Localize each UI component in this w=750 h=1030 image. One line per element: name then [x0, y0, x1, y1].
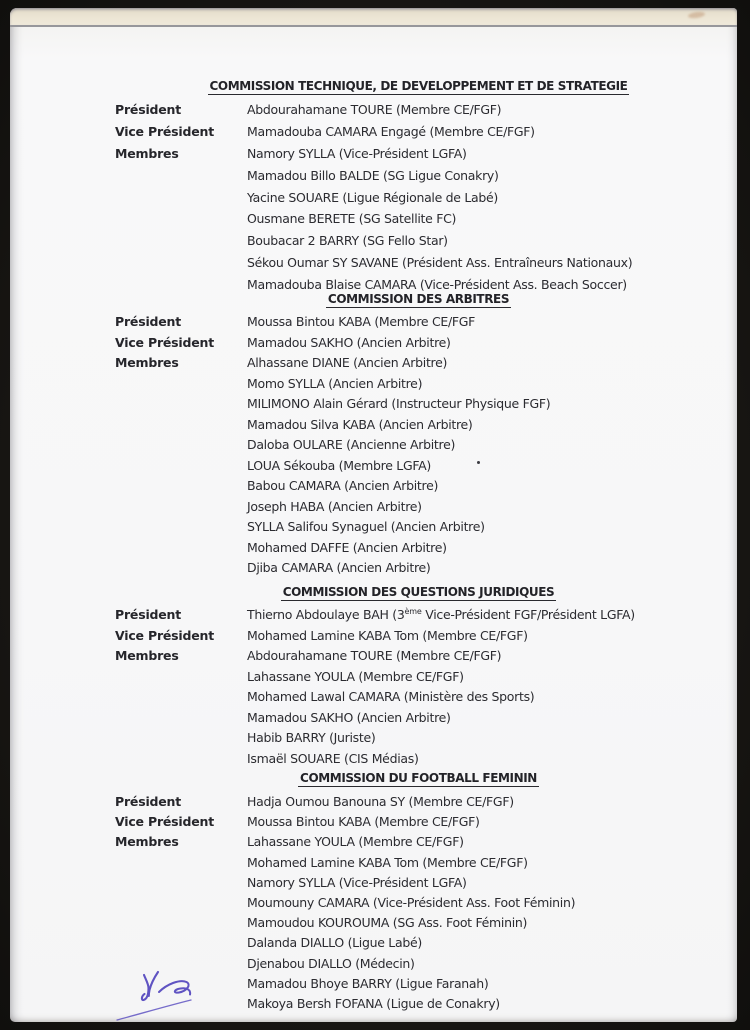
member-row [10, 730, 737, 751]
role-label: Président [115, 607, 182, 622]
document-page [10, 8, 737, 1022]
member-name: Ismaël SOUARE (CIS Médias) [247, 750, 419, 766]
member-name: Namory SYLLA (Vice-Président LGFA) [247, 874, 467, 890]
section-title-text: COMMISSION DES ARBITRES [327, 292, 510, 306]
member-name: Moumouny CAMARA (Vice-Président Ass. Foot Féminin) [247, 894, 576, 910]
document-content [10, 8, 737, 1022]
member-row [10, 190, 737, 212]
member-row [10, 211, 737, 233]
ink-dot-artifact [477, 461, 480, 464]
member-row [10, 895, 737, 915]
member-name: Abdourahamane TOURE (Membre CE/FGF) [247, 102, 502, 117]
member-row [10, 648, 737, 669]
member-name: Mohamed Lawal CAMARA (Ministère des Sports) [247, 689, 535, 704]
role-label: Vice Président [115, 814, 215, 830]
member-name: Mamadou SAKHO (Ancien Arbitre) [247, 334, 451, 350]
member-row [10, 102, 737, 124]
member-name: Mamadouba CAMARA Engagé (Membre CE/FGF) [247, 123, 535, 139]
member-row [10, 458, 737, 479]
member-row [10, 499, 737, 520]
section-title [110, 771, 727, 787]
member-name: Moussa Bintou KABA (Membre CE/FGF [247, 314, 476, 329]
member-name: Alhassane DIANE (Ancien Arbitre) [247, 355, 448, 370]
member-name: Mohamed DAFFE (Ancien Arbitre) [247, 539, 447, 555]
member-row [10, 689, 737, 710]
member-name: Habib BARRY (Juriste) [247, 730, 376, 745]
member-name: MILIMONO Alain Gérard (Instructeur Physique FGF) [247, 396, 551, 411]
member-name: Abdourahamane TOURE (Membre CE/FGF) [247, 648, 502, 663]
member-name: LOUA Sékouba (Membre LGFA) [247, 457, 431, 473]
member-row [10, 751, 737, 772]
member-row [10, 478, 737, 499]
section-title-text: COMMISSION TECHNIQUE, DE DEVELOPPEMENT ET DE STRATEGIE [209, 79, 628, 93]
member-row [10, 376, 737, 397]
member-row [10, 875, 737, 895]
member-row [10, 519, 737, 540]
member-row [10, 233, 737, 255]
handwritten-signature-icon [113, 955, 243, 1030]
member-row [10, 355, 737, 376]
member-row [10, 855, 737, 875]
member-row [10, 314, 737, 335]
member-name: Momo SYLLA (Ancien Arbitre) [247, 375, 423, 391]
role-label: Vice Président [115, 334, 215, 350]
role-label: Président [115, 102, 182, 117]
member-name: Mamadou Silva KABA (Ancien Arbitre) [247, 416, 473, 432]
member-name: Makoya Bersh FOFANA (Ligue de Conakry) [247, 995, 500, 1011]
member-name: Babou CAMARA (Ancien Arbitre) [247, 478, 439, 493]
member-name: Mamadou Billo BALDE (SG Ligue Conakry) [247, 167, 499, 183]
member-row [10, 255, 737, 277]
member-row [10, 396, 737, 417]
member-name: SYLLA Salifou Synaguel (Ancien Arbitre) [247, 519, 485, 534]
member-row [10, 560, 737, 581]
member-row [10, 915, 737, 935]
section-title [110, 585, 727, 601]
member-name: Lahassane YOULA (Membre CE/FGF) [247, 668, 464, 684]
member-row [10, 628, 737, 649]
member-name: Moussa Bintou KABA (Membre CE/FGF) [247, 814, 480, 830]
member-row [10, 335, 737, 356]
member-row [10, 146, 737, 168]
member-row [10, 710, 737, 731]
section-title [110, 292, 727, 308]
member-name: Hadja Oumou Banouna SY (Membre CE/FGF) [247, 794, 514, 809]
commission-section [10, 79, 737, 299]
role-label: Vice Président [115, 123, 215, 139]
member-name: Ousmane BERETE (SG Satellite FC) [247, 211, 457, 227]
member-name: Lahassane YOULA (Membre CE/FGF) [247, 834, 464, 850]
role-label: Membres [115, 355, 179, 370]
member-name: Mohamed Lamine KABA Tom (Membre CE/FGF) [247, 854, 528, 870]
member-name: Daloba OULARE (Ancienne Arbitre) [247, 437, 456, 452]
member-row [10, 417, 737, 438]
role-label: Membres [115, 648, 179, 663]
role-label: Membres [115, 834, 179, 850]
role-label: Membres [115, 145, 179, 161]
member-name: Mohamed Lamine KABA Tom (Membre CE/FGF) [247, 627, 528, 643]
member-name: Boubacar 2 BARRY (SG Fello Star) [247, 233, 448, 249]
section-title-text: COMMISSION DES QUESTIONS JURIDIQUES [282, 585, 555, 599]
member-name: Yacine SOUARE (Ligue Régionale de Labé) [247, 189, 498, 205]
member-row [10, 794, 737, 814]
member-name: Dalanda DIALLO (Ligue Labé) [247, 935, 422, 951]
role-label: Vice Président [115, 627, 215, 643]
commission-section [10, 292, 737, 581]
member-name: Sékou Oumar SY SAVANE (Président Ass. Entraîneurs Nationaux) [247, 255, 633, 271]
member-row [10, 124, 737, 146]
member-row [10, 437, 737, 458]
commission-section [10, 585, 737, 771]
member-row [10, 540, 737, 561]
member-name: Namory SYLLA (Vice-Président LGFA) [247, 145, 467, 161]
role-label: Président [115, 794, 182, 809]
member-name: Mamadouba Blaise CAMARA (Vice-Président Ass. Beach Soccer) [247, 277, 627, 293]
member-name: Djiba CAMARA (Ancien Arbitre) [247, 560, 431, 575]
member-row [10, 669, 737, 690]
section-title-text: COMMISSION DU FOOTBALL FEMININ [300, 771, 537, 785]
member-row [10, 607, 737, 628]
member-name: Mamadou Bhoye BARRY (Ligue Faranah) [247, 975, 489, 991]
member-row [10, 935, 737, 955]
member-name: Thierno Abdoulaye BAH (3ème Vice-Président FGF/Président LGFA) [247, 607, 635, 623]
role-label: Président [115, 314, 182, 329]
section-title [110, 79, 727, 95]
member-name: Mamoudou KOUROUMA (SG Ass. Foot Féminin) [247, 915, 528, 931]
member-row [10, 814, 737, 834]
member-row [10, 168, 737, 190]
member-name: Djenabou DIALLO (Médecin) [247, 955, 415, 971]
member-name: Joseph HABA (Ancien Arbitre) [247, 498, 422, 514]
member-row [10, 834, 737, 854]
member-name: Mamadou SAKHO (Ancien Arbitre) [247, 709, 451, 725]
